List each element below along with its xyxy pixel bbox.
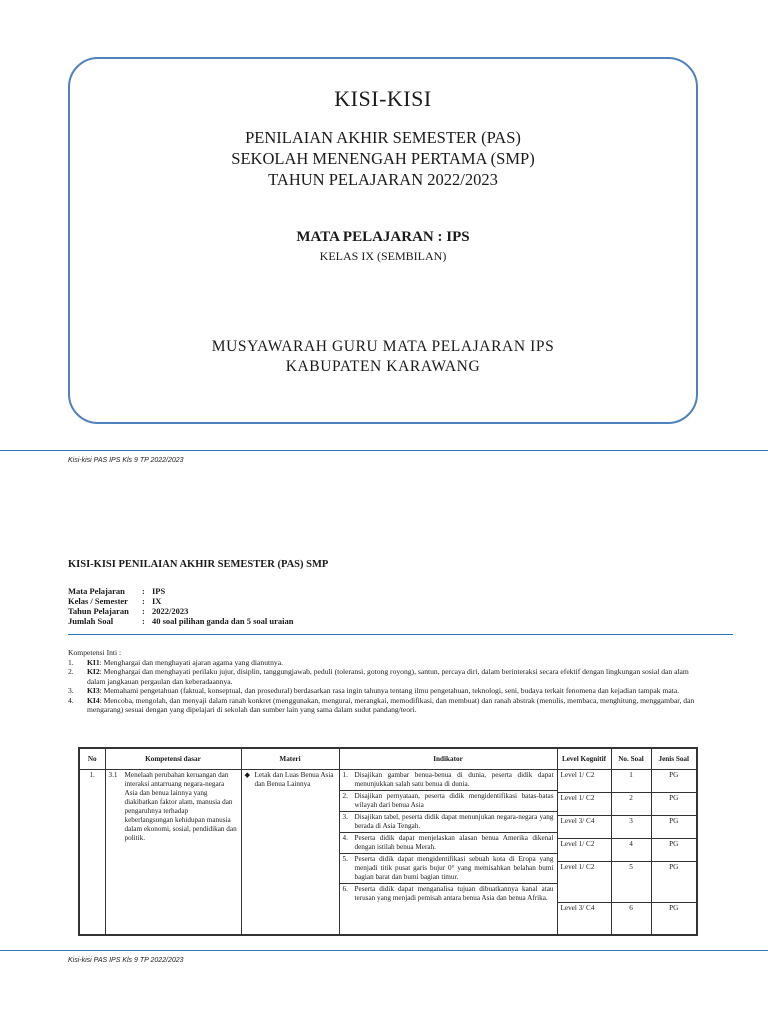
page-footer-2: Kisi-kisi PAS IPS Kls 9 TP 2022/2023 xyxy=(68,957,184,964)
cell-kd xyxy=(105,770,241,936)
cover-line-3: TAHUN PELAJARAN 2022/2023 xyxy=(268,170,498,189)
ki-text-wrap xyxy=(87,686,708,696)
col-level: Level Kognitif xyxy=(557,748,611,770)
doc-meta xyxy=(68,586,293,626)
nosoal-value: 4 xyxy=(612,839,651,862)
cell-indikator xyxy=(339,770,557,936)
cell-jenis xyxy=(651,770,697,936)
col-indikator: Indikator xyxy=(339,748,557,770)
jenis-value: PG xyxy=(652,839,697,862)
ki-code: KI3 xyxy=(87,686,100,695)
indicator-text: Disajikan tabel, peserta didik dapat menunjukan negara-negara yang berada di Asia Tengah. xyxy=(354,813,554,830)
kd-text: Menelaah perubahan keruangan dan interaksi antarruang negara-negara Asia dan benua lainnya yang diakibatkan faktor alam, manusia dan pengaruhnya terhadap keberlangsungan kehidupan manusia dalam ekonomi, sosial, pendidikan dan politik. xyxy=(124,771,237,842)
indicator-num: 4. xyxy=(342,834,348,842)
kompetensi-inti xyxy=(68,648,708,715)
ki-code: KI1 xyxy=(87,657,100,667)
cell-materi xyxy=(241,770,339,936)
nosoal-value: 6 xyxy=(629,904,633,912)
meta-label: Kelas / Semester xyxy=(68,596,128,606)
cover-box xyxy=(68,57,698,424)
ki-text-wrap xyxy=(87,667,708,686)
col-kd: Kompetensi dasar xyxy=(105,748,241,770)
meta-value: IPS xyxy=(152,586,166,596)
cell-no: 1. xyxy=(79,770,105,936)
indicator-num: 1. xyxy=(342,771,348,779)
indicator-text: Peserta didik dapat menjelaskan alasan benua Amerika dikenal dengan istilah benua Merah. xyxy=(354,834,554,851)
ki-text-wrap xyxy=(87,658,708,668)
indicator-item xyxy=(340,770,557,791)
ki-code: KI4 xyxy=(87,695,100,705)
meta-sep: : xyxy=(142,596,145,606)
level-value: Level 1/ C2 xyxy=(558,839,611,862)
ki-item xyxy=(68,686,708,696)
col-no: No xyxy=(79,748,105,770)
cover-line-2: SEKOLAH MENENGAH PERTAMA (SMP) xyxy=(231,149,535,168)
meta-sep: : xyxy=(142,616,145,626)
meta-row xyxy=(68,616,293,626)
cover-org-1: MUSYAWARAH GURU MATA PELAJARAN IPS xyxy=(211,338,555,355)
cover-heading xyxy=(70,127,696,190)
table-row xyxy=(79,770,697,936)
indicator-item xyxy=(340,833,557,854)
cover-title: KISI-KISI xyxy=(334,86,432,111)
ki-heading: Kompetensi Inti : xyxy=(68,648,122,657)
jenis-value: PG xyxy=(652,793,697,816)
jenis-value: PG xyxy=(669,904,679,912)
ki-num: 4. xyxy=(68,695,74,705)
ki-text: : Menghargai dan menghayati ajaran agama yang dianutnya. xyxy=(99,657,283,667)
table-header-row xyxy=(79,748,697,770)
cover-subject: MATA PELAJARAN : IPS xyxy=(296,229,470,245)
cell-nosoal xyxy=(611,770,651,936)
meta-label: Tahun Pelajaran xyxy=(68,606,129,616)
ki-item xyxy=(68,667,708,686)
kd-item xyxy=(109,771,238,843)
indicator-text: Disajikan pernyataan, peserta didik mengidentifikasi batas-batas wilayah dari benua Asia xyxy=(354,792,554,809)
col-materi: Materi xyxy=(241,748,339,770)
level-value: Level 1/ C2 xyxy=(558,770,611,793)
page-divider-top xyxy=(0,450,768,451)
cover-class: KELAS IX (SEMBILAN) xyxy=(319,249,447,263)
jenis-value: PG xyxy=(652,862,697,903)
materi-item xyxy=(245,771,336,789)
kisi-table xyxy=(78,747,698,936)
col-jenis: Jenis Soal xyxy=(651,748,697,770)
indicator-num: 5. xyxy=(342,855,348,863)
meta-sep: : xyxy=(142,606,145,616)
kd-num: 3.1 xyxy=(108,771,118,779)
doc-title: KISI-KISI PENILAIAN AKHIR SEMESTER (PAS) SMP xyxy=(68,559,329,570)
meta-value: IX xyxy=(152,596,162,606)
section-rule xyxy=(68,634,733,635)
level-value: Level 3/ C4 xyxy=(558,816,611,839)
meta-row xyxy=(68,596,293,606)
indicator-item xyxy=(340,812,557,833)
ki-num: 1. xyxy=(68,657,74,667)
indicator-num: 3. xyxy=(342,813,348,821)
ki-text: : Mencoba, mengolah, dan menyaji dalam ranah konkret (menggunakan, mengurai, merangkai, memodifikasi, dan membuat) dan ranah abstrak (menulis, membaca, menghitung, menggambar, dan mengarang) sesuai dengan yang dipelajari di sekolah dan sumber lain yang sama dalam sudut pandang/teori. xyxy=(87,695,695,714)
ki-num: 3. xyxy=(68,686,74,695)
indicator-num: 2. xyxy=(342,792,348,800)
jenis-value: PG xyxy=(652,770,697,793)
level-value: Level 1/ C2 xyxy=(558,793,611,816)
ki-item xyxy=(68,696,708,715)
level-value: Level 1/ C2 xyxy=(558,862,611,903)
indicator-item xyxy=(340,884,557,904)
meta-value: 40 soal pilihan ganda dan 5 soal uraian xyxy=(152,616,294,626)
cover-organization xyxy=(70,337,696,377)
cover-org-2: KABUPATEN KARAWANG xyxy=(285,358,481,375)
jenis-value: PG xyxy=(652,816,697,839)
indicator-item xyxy=(340,854,557,884)
page-footer-1: Kisi-kisi PAS IPS Kls 9 TP 2022/2023 xyxy=(68,457,184,464)
ki-code: KI2 xyxy=(87,667,100,676)
cell-level xyxy=(557,770,611,936)
level-value: Level 3/ C4 xyxy=(560,904,595,912)
col-nosoal: No. Soal xyxy=(611,748,651,770)
meta-value: 2022/2023 xyxy=(152,606,189,616)
indicator-text: Peserta didik dapat menganalisa tujuan dibuatkannya kanal atau terusan yang menjadi pemisah antara benua Asia dan benua Afrika. xyxy=(354,885,554,902)
materi-text: Letak dan Luas Benua Asia dan Benua Lainnya xyxy=(254,771,334,788)
meta-row xyxy=(68,606,293,616)
ki-text: : Memahami pengetahuan (faktual, konseptual, dan prosedural) berdasarkan rasa ingin tahunya tentang ilmu pengetahuan, teknologi, seni, budaya terkait fenomena dan kejadian tampak mata. xyxy=(99,686,680,695)
ki-num: 2. xyxy=(68,667,74,676)
nosoal-value: 3 xyxy=(612,816,651,839)
indicator-item xyxy=(340,791,557,812)
ki-item xyxy=(68,658,708,668)
meta-label: Jumlah Soal xyxy=(68,616,114,626)
nosoal-value: 1 xyxy=(612,770,651,793)
nosoal-value: 2 xyxy=(612,793,651,816)
meta-label: Mata Pelajaran xyxy=(68,586,125,596)
indicator-num: 6. xyxy=(342,885,348,893)
meta-row xyxy=(68,586,293,596)
ki-text-wrap xyxy=(87,696,708,715)
nosoal-value: 5 xyxy=(612,862,651,903)
cover-line-1: PENILAIAN AKHIR SEMESTER (PAS) xyxy=(245,128,521,147)
indicator-text: Peserta didik dapat mengidentifikasi sebuah kota di Eropa yang menjadi titik pusat garis bujur 0° yang memisahkan belahan bumi bagian barat dan bumi bagian timur. xyxy=(354,855,554,881)
ki-text: : Menghargai dan menghayati perilaku jujur, disiplin, tanggungjawab, peduli (toleransi, gotong royong), santun, percaya diri, dalam berinteraksi secara efektif dengan lingkungan sosial dan alam dalam jangkauan pergaulan dan keberadaannya. xyxy=(87,667,689,686)
meta-sep: : xyxy=(142,586,145,596)
page-divider-bottom xyxy=(0,950,768,951)
bullet-icon: ◆ xyxy=(244,771,251,779)
indicator-text: Disajikan gambar benua-benua di dunia, peserta didik dapat menunjukkan salah satu benua di dunia. xyxy=(354,771,554,788)
